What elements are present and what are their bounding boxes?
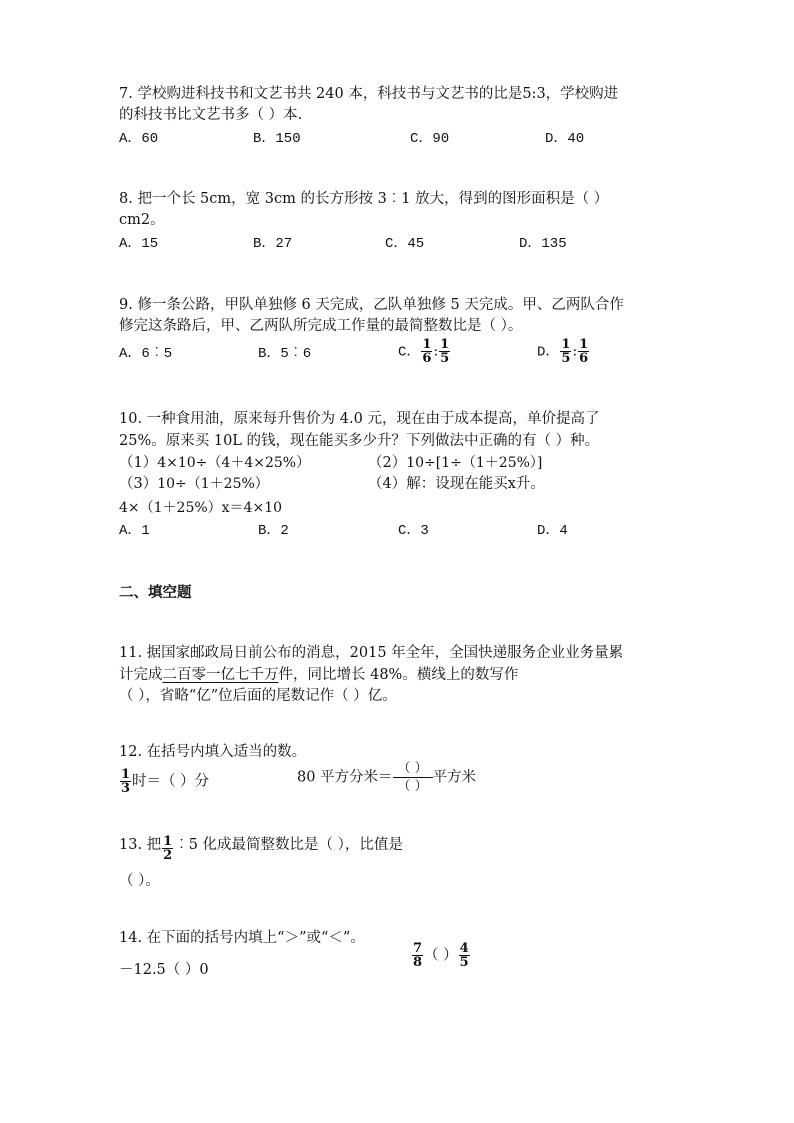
q8-line1: 8. 把一个长 5cm，宽 3cm 的长方形按 3︰1 放大，得到的图形面积是（ ） [119, 191, 609, 207]
q7-option-b: B．150 [253, 131, 301, 147]
q12-part2 [297, 762, 476, 802]
q10-method-3-expr: 10÷（1＋25%） [157, 476, 269, 492]
fraction-denominator: 2 [163, 848, 173, 863]
q9-line1: 9. 修一条公路，甲队单独修 6 天完成，乙队单独修 5 天完成。甲、乙两队合作 [119, 297, 624, 313]
q11-line2-pre: 计完成 [119, 667, 163, 683]
q10-option-b: B．2 [258, 523, 289, 539]
q12-part2-unit: 平方米 [432, 769, 477, 786]
q10-method-3-label: （3） [119, 476, 158, 492]
fraction [578, 338, 589, 365]
fraction-numerator: 1 [163, 834, 173, 849]
q12-line1: 12. 在括号内填入适当的数。 [119, 744, 307, 760]
q14-part-b [411, 942, 471, 986]
fraction-numerator: 1 [561, 337, 571, 352]
q12-part1: 时＝（ ）分 [132, 773, 210, 790]
fraction [120, 768, 131, 795]
q9-option-c-label: C． [398, 344, 421, 361]
q10-method-2-label: （2） [368, 455, 407, 471]
blank-fraction [393, 762, 433, 793]
fraction-numerator: 1 [440, 337, 450, 352]
q10-method-4-equation: 4×（1＋25%）x＝4×10 [119, 500, 283, 516]
q10-option-a: A．1 [119, 523, 150, 539]
q9-option-d-label: D． [537, 344, 560, 361]
q14-part-b-blank: （ ） [424, 947, 458, 964]
q13-pre: 13. 把 [119, 837, 162, 853]
q9-option-a: A．6︰5 [119, 346, 173, 362]
q10-method-1-expr: 4×10÷（4＋4×25%） [157, 455, 311, 471]
q9-option-d [537, 338, 590, 365]
q7-option-c: C．90 [410, 131, 450, 147]
section-title: 二、填空题 [119, 585, 192, 601]
q7-option-a: A．60 [119, 131, 159, 147]
q7-option-d: D．40 [545, 131, 585, 147]
q10-method-1-label: （1） [119, 455, 158, 471]
q11-line2-post: 件，同比增长 48%。横线上的数写作 [278, 667, 519, 683]
ratio-colon: : [433, 343, 439, 360]
q8-option-a: A．15 [119, 236, 159, 252]
q10-method-3 [119, 474, 269, 494]
q9-option-c [398, 338, 451, 365]
q8-option-d: D．135 [519, 236, 567, 252]
fraction-denominator: 8 [413, 955, 423, 970]
fraction-numerator: 1 [422, 337, 432, 352]
q11-underlined-number: 二百零一亿七千万 [162, 667, 279, 683]
fraction [421, 338, 432, 365]
fraction-numerator: 1 [579, 337, 589, 352]
fraction [412, 942, 423, 969]
q14-part-a: －12.5（ ）0 [119, 962, 209, 978]
q8-line2: cm2。 [119, 212, 165, 228]
q13-post: ︰5 化成最简整数比是（ ），比值是 [174, 837, 403, 853]
fraction-denominator: 5 [459, 955, 469, 970]
q14-line1: 14. 在下面的括号内填上“＞”或“＜”。 [119, 930, 365, 946]
q10-method-1 [119, 453, 310, 473]
q11-line2 [119, 665, 518, 685]
fraction-numerator: 1 [121, 767, 131, 782]
fraction-denominator: 6 [422, 351, 432, 366]
q9-option-b: B．5︰6 [258, 346, 312, 362]
q9-line2: 修完这条路后，甲、乙两队所完成工作量的最简整数比是（ ）。 [119, 318, 523, 334]
q10-option-d: D．4 [537, 523, 568, 539]
q10-line1: 10. 一种食用油，原来每升售价为 4.0 元，现在由于成本提高，单价提高了 [119, 411, 600, 427]
fraction [560, 338, 571, 365]
q10-method-2 [368, 453, 542, 473]
fraction-denominator: 5 [440, 351, 450, 366]
fraction-denominator: 3 [121, 781, 131, 796]
fraction-denominator: 5 [561, 351, 571, 366]
fraction [162, 835, 173, 862]
q12-part2-label: 80 平方分米＝ [297, 769, 393, 786]
fraction [459, 942, 470, 969]
q7-line2: 的科技书比文艺书多（ ）本. [119, 107, 303, 123]
q10-option-c: C．3 [398, 523, 429, 539]
q13-line2: （ ）。 [119, 873, 160, 889]
fraction-numerator: 4 [459, 941, 469, 956]
q10-method-2-expr: 10÷[1÷（1＋25%）] [406, 455, 543, 471]
q11-line3: （ ），省略“亿”位后面的尾数记作（ ）亿。 [119, 688, 397, 704]
q7-line1: 7. 学校购进科技书和文艺书共 240 本，科技书与文艺书的比是5:3，学校购进 [119, 86, 619, 102]
q10-line2: 25%。原来买 10L 的钱，现在能买多少升？下列做法中正确的有（ ）种。 [119, 433, 600, 449]
fraction-numerator: 7 [413, 941, 423, 956]
q10-method-4: （4）解：设现在能买x升。 [368, 476, 545, 492]
fraction-denominator: 6 [579, 351, 589, 366]
q8-option-b: B．27 [253, 236, 293, 252]
q13-line1 [119, 835, 403, 875]
blank-denominator: （ ） [397, 779, 428, 794]
q8-option-c: C．45 [385, 236, 425, 252]
fraction [439, 338, 450, 365]
blank-numerator: （ ） [393, 762, 433, 778]
ratio-colon: : [572, 343, 578, 360]
q11-line1: 11. 据国家邮政局日前公布的消息，2015 年全年，全国快递服务企业业务量累 [119, 645, 624, 661]
q12-line2 [119, 768, 209, 808]
